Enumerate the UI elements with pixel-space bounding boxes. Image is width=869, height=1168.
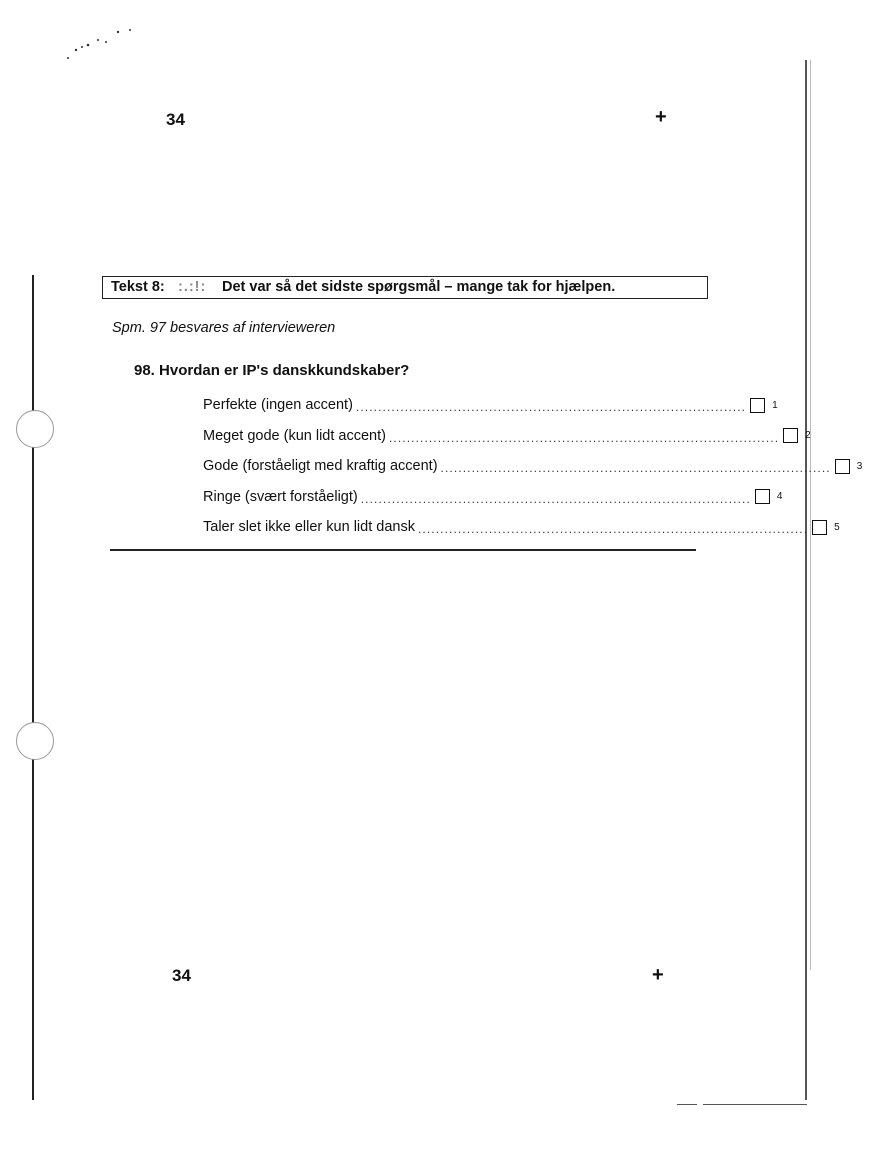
scan-specks	[60, 20, 150, 70]
page-number-bottom: 34	[172, 966, 191, 985]
scan-bottom-line	[677, 1104, 807, 1105]
tekst-label: Tekst 8:	[111, 279, 165, 295]
answer-option[interactable]	[203, 451, 863, 482]
option-code: 3	[856, 460, 863, 472]
page-number-top: 34	[166, 110, 185, 129]
option-checkbox[interactable]	[812, 520, 827, 535]
answer-options	[203, 390, 863, 543]
option-code: 2	[805, 430, 811, 442]
dot-leader: ........................................................................................	[440, 461, 831, 476]
punch-hole-bottom	[16, 722, 54, 760]
dot-leader: ........................................................................................	[360, 491, 751, 506]
option-label: Gode (forståeligt med kraftig accent)	[203, 458, 438, 475]
option-code: 5	[834, 521, 840, 533]
dot-leader: ........................................................................................	[417, 522, 809, 537]
option-code: 4	[776, 491, 783, 503]
interviewer-instruction: Spm. 97 besvares af intervieweren	[112, 320, 336, 336]
dot-leader: ........................................................................................	[388, 430, 780, 445]
option-label: Ringe (svært forståeligt)	[203, 488, 358, 505]
scan-left-edge	[32, 275, 34, 1100]
option-label: Taler slet ikke eller kun lidt dansk	[203, 519, 415, 536]
registration-cross-top: +	[655, 106, 667, 128]
answer-option[interactable]	[203, 482, 783, 513]
dot-leader: ........................................................................................	[355, 400, 747, 415]
option-label: Meget gode (kun lidt accent)	[203, 427, 386, 444]
tekst-text: Det var så det sidste spørgsmål – mange tak for hjælpen.	[222, 279, 616, 295]
option-label: Perfekte (ingen accent)	[203, 397, 353, 414]
scan-right-edge-faint	[810, 60, 811, 970]
option-checkbox[interactable]	[783, 428, 798, 443]
answer-option[interactable]	[203, 512, 840, 543]
section-divider	[110, 549, 696, 551]
option-checkbox[interactable]	[835, 459, 850, 474]
question-title: 98. Hvordan er IP's danskkundskaber?	[134, 362, 410, 379]
option-code: 1	[772, 399, 778, 411]
answer-option[interactable]	[203, 390, 778, 421]
option-checkbox[interactable]	[750, 398, 765, 413]
answer-option[interactable]	[203, 421, 811, 452]
option-checkbox[interactable]	[755, 489, 770, 504]
punch-hole-top	[16, 410, 54, 448]
tekst-box	[102, 276, 708, 299]
scan-right-edge	[805, 60, 807, 1100]
registration-cross-bottom: +	[652, 964, 664, 986]
tekst-dots: :.:!:	[178, 279, 207, 295]
